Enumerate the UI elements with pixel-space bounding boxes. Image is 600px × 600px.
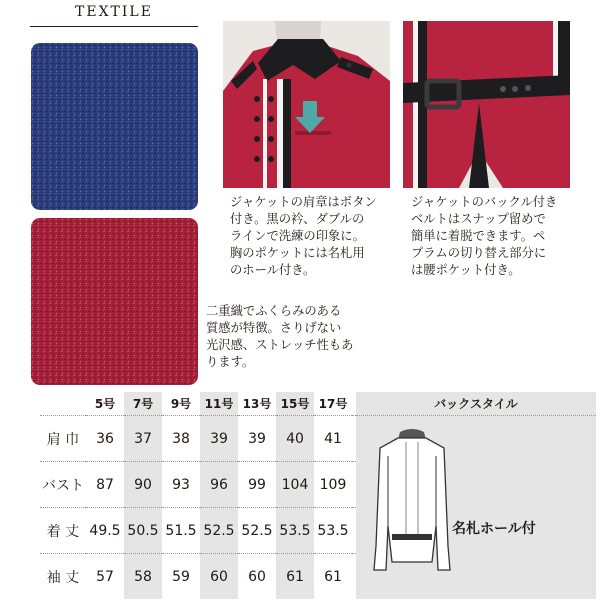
table-cell: 90 bbox=[124, 462, 162, 508]
table-cell: 93 bbox=[162, 462, 200, 508]
header-blank bbox=[40, 392, 86, 416]
table-cell: 38 bbox=[162, 416, 200, 462]
name-tag-hole-note: 名札ホール付 bbox=[452, 520, 536, 537]
table-cell: 57 bbox=[86, 554, 124, 600]
size-header: 17号 bbox=[318, 397, 348, 411]
row-label-bust: バスト bbox=[40, 462, 86, 508]
table-cell: 104 bbox=[276, 462, 314, 508]
size-header: 15号 bbox=[276, 392, 314, 416]
belt-buckle-photo bbox=[403, 21, 570, 188]
size-header: 5号 bbox=[94, 397, 116, 411]
table-cell: 37 bbox=[124, 416, 162, 462]
table-cell: 59 bbox=[162, 554, 200, 600]
table-cell: 53.5 bbox=[314, 508, 352, 554]
jacket-back-illustration bbox=[372, 426, 452, 576]
table-cell: 87 bbox=[86, 462, 124, 508]
table-cell: 60 bbox=[238, 554, 276, 600]
size-header: 11号 bbox=[200, 392, 238, 416]
table-cell: 40 bbox=[276, 416, 314, 462]
red-fabric-swatch bbox=[31, 218, 198, 385]
buckle-belt-caption: ジャケットのバックル付き ベルトはスナップ留めで 簡単に着脱できます。ペ プラムの切り替え部分に は腰ポケット付き。 bbox=[411, 195, 558, 277]
table-cell: 52.5 bbox=[238, 508, 276, 554]
table-cell: 50.5 bbox=[124, 508, 162, 554]
fabric-caption: 二重織でふくらみのある 質感が特徴。さりげない 光沢感、ストレッチ性もあ ります。 bbox=[206, 304, 354, 369]
table-cell: 39 bbox=[238, 416, 276, 462]
table-cell: 49.5 bbox=[86, 508, 124, 554]
navy-fabric-swatch bbox=[31, 43, 198, 210]
size-header: 7号 bbox=[124, 392, 162, 416]
back-style-panel bbox=[356, 416, 596, 600]
textile-title: TEXTILE bbox=[75, 4, 153, 20]
row-label-sleeve: 袖 丈 bbox=[40, 554, 86, 600]
table-cell: 39 bbox=[200, 416, 238, 462]
textile-divider bbox=[30, 26, 198, 27]
table-cell: 61 bbox=[314, 554, 352, 600]
jacket-collar-photo bbox=[223, 21, 390, 188]
table-cell: 60 bbox=[200, 554, 238, 600]
table-cell: 109 bbox=[314, 462, 352, 508]
table-cell: 36 bbox=[86, 416, 124, 462]
table-cell: 51.5 bbox=[162, 508, 200, 554]
table-cell: 58 bbox=[124, 554, 162, 600]
size-header: 13号 bbox=[242, 397, 272, 411]
table-cell: 96 bbox=[200, 462, 238, 508]
table-cell: 41 bbox=[314, 416, 352, 462]
table-cell: 53.5 bbox=[276, 508, 314, 554]
table-cell: 61 bbox=[276, 554, 314, 600]
back-style-header: バックスタイル bbox=[356, 392, 596, 416]
row-label-shoulder: 肩 巾 bbox=[40, 416, 86, 462]
table-cell: 99 bbox=[238, 462, 276, 508]
jacket-shoulder-caption: ジャケットの肩章はボタン 付き。黒の衿、ダブルの ラインで洗練の印象に。 胸のポケットには名札用 のホール付き。 bbox=[230, 195, 377, 277]
size-header: 9号 bbox=[170, 397, 192, 411]
row-label-length: 着 丈 bbox=[40, 508, 86, 554]
table-cell: 52.5 bbox=[200, 508, 238, 554]
size-table bbox=[40, 392, 596, 597]
